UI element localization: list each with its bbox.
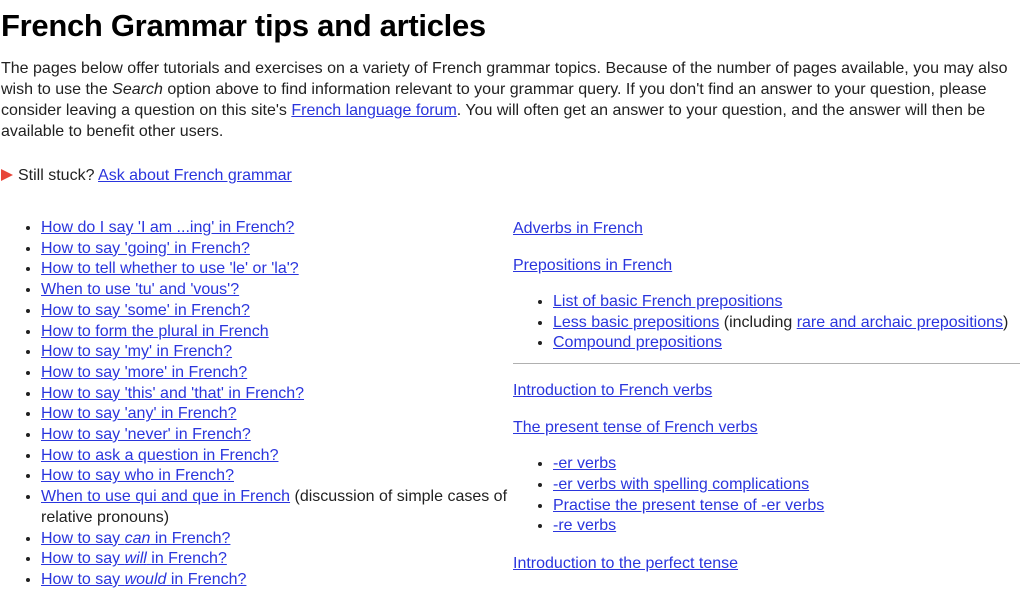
section-link-paragraph — [513, 417, 1020, 438]
topic-link[interactable]: How to say 'never' in French? — [41, 426, 251, 444]
divider — [513, 363, 1020, 364]
topic-link[interactable]: How to ask a question in French? — [41, 446, 279, 464]
topic-link[interactable]: How to say can in French? — [41, 529, 231, 547]
list-item — [41, 549, 513, 570]
topic-link[interactable]: How to say 'any' in French? — [41, 405, 237, 423]
topic-link[interactable]: How to tell whether to use 'le' or 'la'? — [41, 260, 299, 278]
topic-link[interactable]: Prepositions in French — [513, 257, 673, 274]
list-item — [553, 292, 1020, 313]
list-item — [41, 301, 513, 322]
list-item — [553, 475, 1020, 496]
topic-link[interactable]: When to use 'tu' and 'vous'? — [41, 281, 240, 299]
topic-link[interactable]: How to say who in French? — [41, 467, 234, 485]
section-link-paragraph — [513, 553, 1020, 574]
search-word-italic: Search — [112, 81, 163, 98]
topic-link[interactable]: Introduction to French verbs — [513, 382, 713, 400]
topic-link[interactable]: Compound prepositions — [553, 334, 722, 352]
list-item — [41, 404, 513, 425]
list-item: • Less basic prepositions (including rare and archaic prepositions) — [553, 313, 1020, 334]
topic-link[interactable]: How to say would in French? — [41, 570, 247, 588]
topic-link[interactable]: rare and archaic prepositions — [796, 313, 1004, 331]
list-item — [41, 239, 513, 260]
list-item — [41, 529, 513, 550]
list-item — [553, 454, 1020, 475]
still-stuck-text: Still stuck? — [18, 167, 99, 184]
list-item — [41, 322, 513, 343]
list-item — [41, 280, 513, 301]
intro-text-2: option above to find information relevant to your grammar query. If you don't find an answer to your question, please consider leaving a question on this site's — [1, 81, 987, 119]
list-item — [41, 446, 513, 467]
topic-link[interactable]: How to say 'this' and 'that' in French? — [41, 384, 305, 402]
list-item — [553, 496, 1020, 517]
intro-paragraph — [1, 58, 1020, 142]
left-column — [1, 202, 513, 607]
italic-text: would — [124, 570, 167, 588]
ask-grammar-link[interactable]: Ask about French grammar — [98, 167, 292, 184]
list-item — [41, 384, 513, 405]
topic-link[interactable]: How to say 'some' in French? — [41, 301, 250, 319]
list-item — [41, 466, 513, 487]
topic-link[interactable]: How to say 'my' in French? — [41, 343, 233, 361]
topic-link[interactable]: When to use qui and que in French — [41, 488, 291, 506]
two-column-layout — [1, 202, 1020, 607]
topic-link[interactable]: Less basic prepositions — [553, 313, 720, 331]
left-topic-list — [1, 218, 513, 591]
list-item — [41, 342, 513, 363]
topic-sublist — [513, 454, 1020, 537]
red-arrow-icon — [1, 169, 13, 181]
topic-link[interactable]: Introduction to the perfect tense — [513, 554, 739, 572]
section-link-paragraph — [513, 380, 1020, 401]
intro-text-3: . You will often get an answer to your question, and the answer will then be available to benefit other users. — [1, 102, 986, 140]
intro-text-1: The pages below offer tutorials and exercises on a variety of French grammar topics. Because of the number of pages available, you may also wish to use the — [1, 60, 1008, 98]
topic-sublist — [513, 292, 1020, 354]
topic-link[interactable]: -er verbs — [553, 455, 617, 473]
topic-link[interactable]: -er verbs with spelling complications — [553, 475, 810, 493]
still-stuck-line — [1, 165, 1020, 186]
french-forum-link[interactable]: French language forum — [291, 102, 457, 119]
section-link-paragraph — [513, 218, 1020, 239]
list-item — [41, 363, 513, 384]
list-item — [41, 425, 513, 446]
section-link-paragraph — [513, 255, 1020, 276]
topic-link[interactable]: Adverbs in French — [513, 220, 643, 237]
topic-link[interactable]: Practise the present tense of -er verbs — [553, 496, 825, 514]
topic-link[interactable]: How to say 'going' in French? — [41, 239, 250, 257]
topic-link[interactable]: -re verbs — [553, 517, 617, 535]
list-item — [41, 259, 513, 280]
list-item — [553, 333, 1020, 354]
list-item — [41, 218, 513, 239]
topic-link[interactable]: How to say will in French? — [41, 550, 227, 568]
italic-text: will — [124, 550, 147, 568]
right-column — [513, 202, 1020, 590]
page-title: French Grammar tips and articles — [1, 8, 486, 43]
topic-link[interactable]: How to say 'more' in French? — [41, 363, 248, 381]
topic-link[interactable]: How to form the plural in French — [41, 322, 269, 340]
topic-link[interactable]: List of basic French prepositions — [553, 293, 783, 310]
list-item: • When to use qui and que in French (discussion of simple cases of relative pronouns) — [41, 487, 513, 528]
list-item — [553, 516, 1020, 537]
topic-link[interactable]: The present tense of French verbs — [513, 419, 758, 437]
list-item — [41, 570, 513, 591]
topic-link[interactable]: How do I say 'I am ...ing' in French? — [41, 219, 295, 236]
italic-text: can — [124, 529, 151, 547]
